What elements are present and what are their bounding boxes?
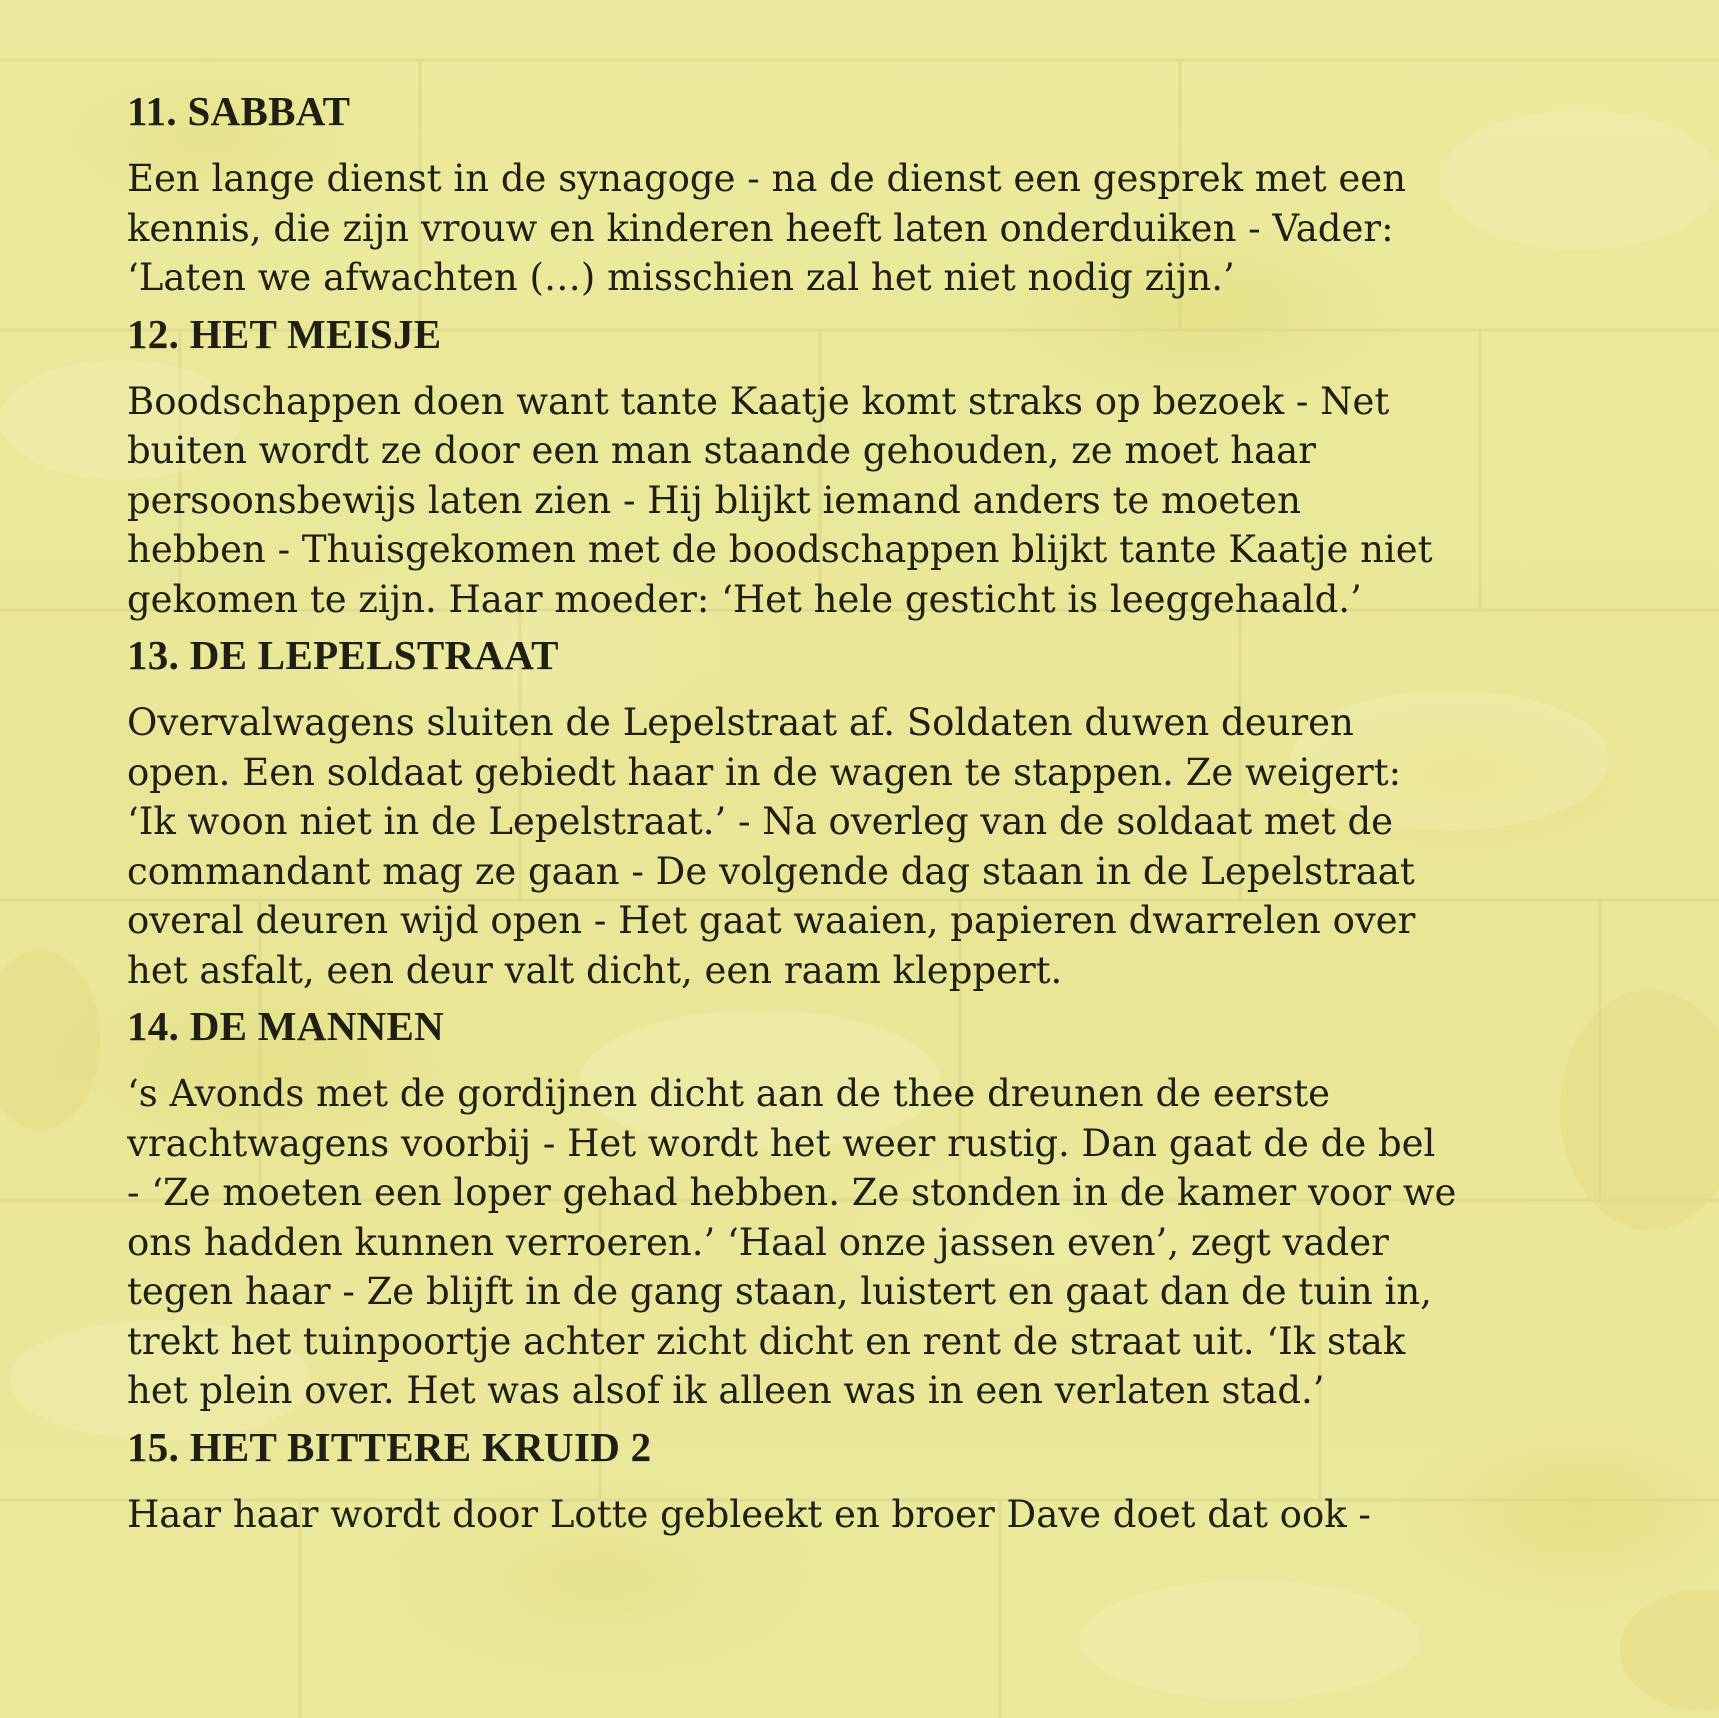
text-line: persoonsbewijs laten zien - Hij blijkt iemand anders te moeten <box>127 478 1301 522</box>
section-body <box>127 698 1607 995</box>
section-heading: 12. HET MEISJE <box>127 310 442 357</box>
text-line: ‘Ik woon niet in de Lepelstraat.’ - Na overleg van de soldaat met de <box>127 800 1394 843</box>
section-het-bittere-kruid-2 <box>127 1422 1607 1540</box>
text-line: overal deuren wijd open - Het gaat waaien, papieren dwarrelen over <box>127 899 1416 942</box>
text-line: tegen haar - Ze blijft in de gang staan, luistert en gaat dan de tuin in, <box>127 1270 1432 1313</box>
section-de-lepelstraat <box>127 630 1607 995</box>
text-line: vrachtwagens voorbij - Het wordt het weer rustig. Dan gaat de de bel <box>127 1121 1436 1165</box>
section-body <box>127 377 1607 625</box>
text-line: commandant mag ze gaan - De volgende dag staan in de Lepelstraat <box>127 849 1415 893</box>
text-line: ‘Laten we afwachten (…) misschien zal het niet nodig zijn.’ <box>127 256 1235 299</box>
section-heading: 14. DE MANNEN <box>127 1003 445 1049</box>
section-body <box>127 154 1607 303</box>
section-heading: 11. SABBAT <box>127 88 351 134</box>
text-line: buiten wordt ze door een man staande gehouden, ze moet haar <box>127 429 1316 472</box>
text-line: kennis, die zijn vrouw en kinderen heeft laten onderduiken - Vader: <box>127 206 1394 250</box>
section-sabbat <box>127 86 1607 303</box>
text-line: hebben - Thuisgekomen met de boodschappen blijkt tante Kaatje niet <box>127 528 1433 571</box>
text-line: open. Een soldaat gebiedt haar in de wagen te stappen. Ze weigert: <box>127 750 1402 794</box>
document-content <box>127 86 1607 1545</box>
text-line: Overvalwagens sluiten de Lepelstraat af. Soldaten duwen deuren <box>127 701 1354 744</box>
section-body <box>127 1490 1607 1540</box>
section-de-mannen <box>127 1001 1607 1416</box>
text-line: ons hadden kunnen verroeren.’ ‘Haal onze jassen even’, zegt vader <box>127 1220 1389 1264</box>
section-het-meisje <box>127 309 1607 625</box>
text-line: het plein over. Het was alsof ik alleen was in een verlaten stad.’ <box>127 1369 1325 1412</box>
section-heading: 13. DE LEPELSTRAAT <box>127 632 559 678</box>
text-line: Haar haar wordt door Lotte gebleekt en broer Dave doet dat ook - <box>127 1492 1371 1536</box>
text-line: Boodschappen doen want tante Kaatje komt straks op bezoek - Net <box>127 379 1390 423</box>
section-body <box>127 1069 1607 1416</box>
text-line: het asfalt, een deur valt dicht, een raam kleppert. <box>127 948 1063 992</box>
text-line: - ‘Ze moeten een loper gehad hebben. Ze stonden in de kamer voor we <box>127 1171 1457 1214</box>
text-line: trekt het tuinpoortje achter zicht dicht en rent de straat uit. ‘Ik stak <box>127 1319 1406 1363</box>
text-line: gekomen te zijn. Haar moeder: ‘Het hele gesticht is leeggehaald.’ <box>127 577 1362 621</box>
text-line: Een lange dienst in de synagoge - na de dienst een gesprek met een <box>127 157 1407 200</box>
section-heading: 15. HET BITTERE KRUID 2 <box>127 1423 652 1470</box>
text-line: ‘s Avonds met de gordijnen dicht aan de thee dreunen de eerste <box>127 1072 1331 1115</box>
